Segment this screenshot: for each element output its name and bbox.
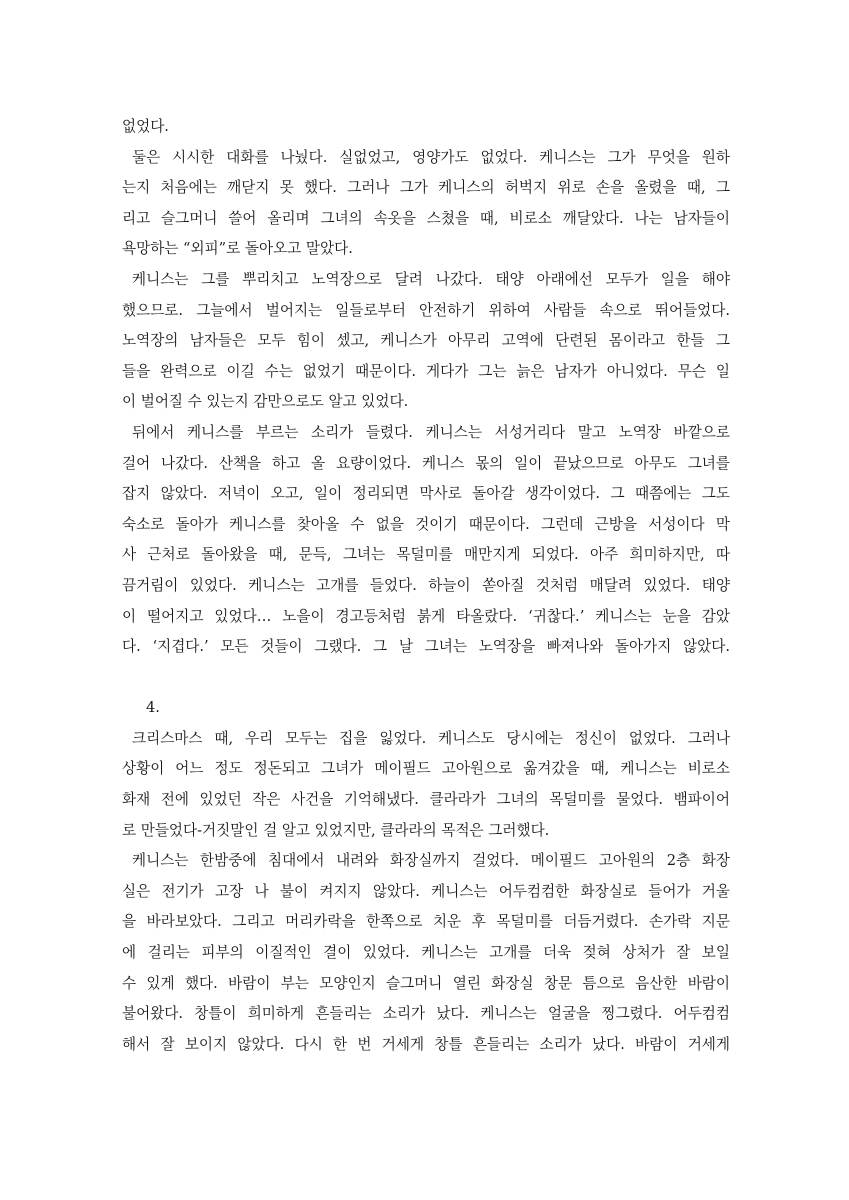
text-line: 들을 완력으로 이길 수는 없었기 때문이다. 게다가 그는 늙은 남자가 아니었다. 무슨 일 bbox=[122, 362, 730, 380]
text-line: 이 벌어질 수 있는지 감만으로도 알고 있었다. bbox=[122, 393, 409, 411]
text-line: 다. ‘지겹다.’ 모든 것들이 그랬다. 그 날 그녀는 노역장을 빠져나와 돌아가지 않았다. bbox=[122, 638, 730, 656]
text-line: 노역장의 남자들은 모두 힘이 셌고, 케니스가 아무리 고역에 단련된 몸이라고 한들 그 bbox=[122, 332, 730, 350]
text-line: 수 있게 했다. 바람이 부는 모양인지 슬그머니 열린 화장실 창문 틈으로 음산한 바람이 bbox=[122, 974, 730, 992]
text-line: 사 근처로 돌아왔을 때, 문득, 그녀는 목덜미를 매만지게 되었다. 아주 희미하지만, 따 bbox=[122, 546, 730, 564]
text-line: 실은 전기가 고장 나 불이 켜지지 않았다. 케니스는 어두컴컴한 화장실로 들어가 거울 bbox=[122, 882, 730, 900]
text-line: 욕망하는 “외피”로 돌아오고 말았다. bbox=[122, 240, 353, 258]
text-line: 로 만들었다-거짓말인 걸 알고 있었지만, 클라라의 목적은 그러했다. bbox=[122, 821, 550, 839]
text-line: 끔거림이 있었다. 케니스는 고개를 들었다. 하늘이 쏟아질 것처럼 매달려 있었다. 태양 bbox=[122, 576, 730, 594]
paragraph-start-line: 케니스는 한밤중에 침대에서 내려와 화장실까지 걸었다. 메이필드 고아원의 2층 화장 bbox=[132, 852, 730, 870]
text-line: 화재 전에 있었던 작은 사건을 기억해냈다. 클라라가 그녀의 목덜미를 물었다. 뱀파이어 bbox=[122, 791, 730, 809]
text-line: 을 바라보았다. 그리고 머리카락을 한쪽으로 치운 후 목덜미를 더듬거렸다. 손가락 지문 bbox=[122, 913, 730, 931]
text-line: 이 떨어지고 있었다… 노을이 경고등처럼 붉게 타올랐다. ‘귀찮다.’ 케니스는 눈을 감았 bbox=[122, 607, 730, 625]
text-line: 숙소로 돌아가 케니스를 찾아올 수 없을 것이기 때문이다. 그런데 근방을 서성이다 막 bbox=[122, 515, 730, 533]
section-number: 4. bbox=[146, 699, 160, 717]
paragraph-start-line: 둘은 시시한 대화를 나눴다. 실없었고, 영양가도 없었다. 케니스는 그가 무엇을 원하 bbox=[132, 148, 730, 166]
text-line: 걸어 나갔다. 산책을 하고 올 요량이었다. 케니스 몫의 일이 끝났으므로 아무도 그녀를 bbox=[122, 454, 730, 472]
text-line: 했으므로. 그늘에서 벌어지는 일들로부터 안전하기 위하여 사람들 속으로 뛰어들었다. bbox=[122, 301, 730, 319]
text-line: 없었다. bbox=[122, 118, 169, 135]
text-line: 잡지 않았다. 저녁이 오고, 일이 정리되면 막사로 돌아갈 생각이었다. 그 때쯤에는 그도 bbox=[122, 485, 730, 503]
paragraph-start-line: 뒤에서 케니스를 부르는 소리가 들렸다. 케니스는 서성거리다 말고 노역장 바깥으로 bbox=[132, 423, 730, 441]
paragraph-start-line: 케니스는 그를 뿌리치고 노역장으로 달려 나갔다. 태양 아래에선 모두가 일을 해야 bbox=[132, 270, 730, 288]
text-line: 상황이 어느 정도 정돈되고 그녀가 메이필드 고아원으로 옮겨갔을 때, 케니스는 비로소 bbox=[122, 760, 730, 778]
text-line: 해서 잘 보이지 않았다. 다시 한 번 거세게 창틀 흔들리는 소리가 났다. 바람이 거세게 bbox=[122, 1035, 730, 1053]
paragraph-start-line: 크리스마스 때, 우리 모두는 집을 잃었다. 케니스도 당시에는 정신이 없었다. 그러나 bbox=[132, 729, 730, 747]
blank-line bbox=[122, 663, 730, 694]
text-line: 는지 처음에는 깨닫지 못 했다. 그러나 그가 케니스의 허벅지 위로 손을 올렸을 때, 그 bbox=[122, 179, 730, 197]
text-line: 리고 슬그머니 쓸어 올리며 그녀의 속옷을 스쳤을 때, 비로소 깨달았다. 나는 남자들이 bbox=[122, 209, 730, 227]
text-line: 에 걸리는 피부의 이질적인 결이 있었다. 케니스는 고개를 더욱 젖혀 상처가 잘 보일 bbox=[122, 944, 730, 962]
text-line: 불어왔다. 창틀이 희미하게 흔들리는 소리가 났다. 케니스는 얼굴을 찡그렸다. 어두컴컴 bbox=[122, 1005, 730, 1023]
document-body bbox=[122, 112, 730, 1060]
